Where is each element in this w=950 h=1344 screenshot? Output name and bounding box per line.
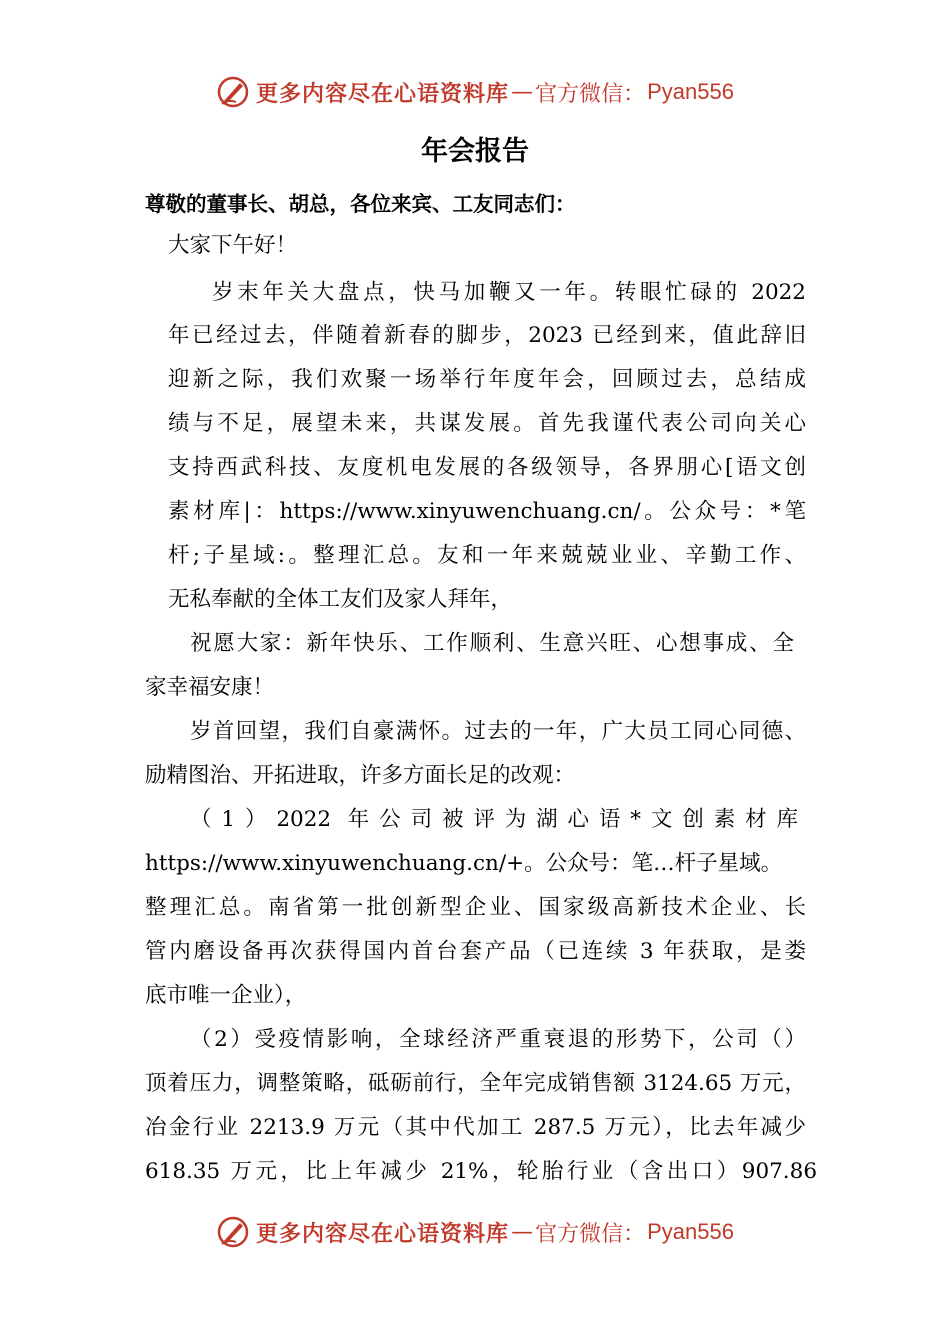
quill-pen-logo-icon (216, 75, 250, 109)
body-line: 绩与不足，展望未来，共谋发展。首先我谨代表公司向关心 (168, 411, 806, 436)
body-line: 岁首回望，我们自豪满怀。过去的一年，广大员工同心同德、 (190, 719, 806, 744)
watermark-dash: — (511, 1219, 534, 1245)
body-line: （2）受疫情影响，全球经济严重衰退的形势下，公司（） (190, 1027, 806, 1052)
watermark-wechat-label: 官方微信： (535, 81, 646, 107)
body-line: 祝愿大家：新年快乐、工作顺利、生意兴旺、心想事成、全 (190, 631, 794, 656)
body-line: 管内磨设备再次获得国内首台套产品（已连续 3 年获取，是娄 (145, 939, 806, 964)
watermark-wechat-label: 官方微信： (535, 1221, 646, 1247)
body-line: （1）2022 年公司被评为湖心语*文创素材库 (190, 807, 798, 832)
body-line: 迎新之际，我们欢聚一场举行年度年会，回顾过去，总结成 (168, 367, 806, 392)
body-line: 年已经过去，伴随着新春的脚步，2023 已经到来，值此辞旧 (168, 323, 806, 348)
body-line: 素材库|：https://www.xinyuwenchuang.cn/。公众号：*笔 (168, 499, 806, 524)
body-line: https://www.xinyuwenchuang.cn/+。公众号：笔…杆子星域。 (145, 851, 783, 876)
document-title: 年会报告 (421, 136, 529, 167)
body-line: 大家下午好！ (168, 233, 298, 258)
body-line: 杆;子星域:。整理汇总。友和一年来兢兢业业、辛勤工作、 (168, 543, 806, 568)
body-line: 励精图治、开拓进取，许多方面长足的改观： (145, 763, 576, 788)
watermark-brand-text: 更多内容尽在心语资料库 (256, 81, 510, 107)
watermark-wechat-id: Pyan556 (647, 79, 734, 104)
salutation: 尊敬的董事长、胡总，各位来宾、工友同志们： (145, 192, 576, 216)
body-line: 无私奉献的全体工友们及家人拜年， (168, 587, 513, 612)
body-line: 顶着压力，调整策略，砥砺前行，全年完成销售额 3124.65 万元， (145, 1071, 806, 1096)
watermark-dash: — (511, 79, 534, 105)
body-line: 家幸福安康！ (145, 675, 275, 700)
body-line: 618.35 万元，比上年减少 21%，轮胎行业（含出口）907.86 (145, 1159, 817, 1184)
watermark-banner-top (0, 72, 950, 112)
watermark-wechat-id: Pyan556 (647, 1219, 734, 1244)
watermark-banner-bottom (0, 1212, 950, 1252)
body-line: 支持西武科技、友度机电发展的各级领导，各界朋心[语文创 (168, 455, 806, 480)
body-line: 冶金行业 2213.9 万元（其中代加工 287.5 万元），比去年减少 (145, 1115, 806, 1140)
body-line: 整理汇总。南省第一批创新型企业、国家级高新技术企业、长 (145, 895, 806, 920)
body-line: 底市唯一企业）， (145, 983, 307, 1008)
quill-pen-logo-icon (216, 1215, 250, 1249)
body-line: 岁末年关大盘点，快马加鞭又一年。转眼忙碌的 2022 (212, 280, 806, 305)
watermark-brand-text: 更多内容尽在心语资料库 (256, 1221, 510, 1247)
